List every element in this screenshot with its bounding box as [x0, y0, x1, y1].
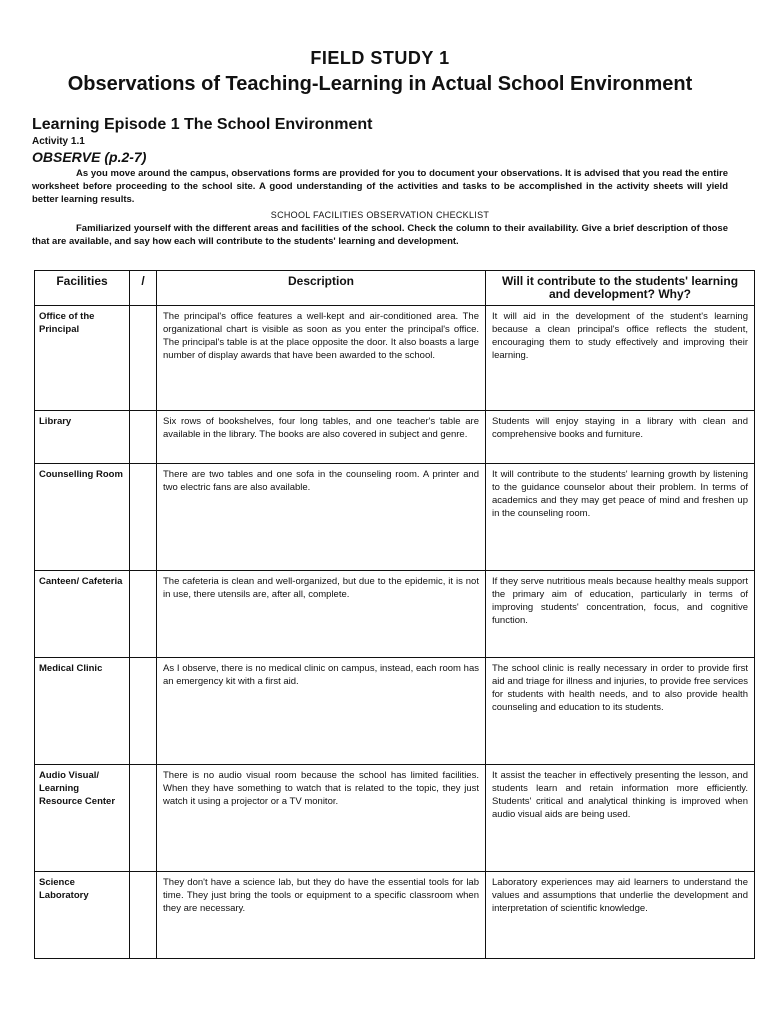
- facility-contribution: It will aid in the development of the student's learning because a clean principal's office reflects the student, encouraging them to study effectively and improving their learning.: [486, 306, 755, 411]
- availability-check-cell[interactable]: [130, 765, 157, 872]
- availability-check-cell[interactable]: [130, 411, 157, 464]
- instructions-paragraph: Familiarized yourself with the different areas and facilities of the school. Check the column to their availability. Give a brief description of those that are available, and say how each will contribute to the students' learning and development.: [32, 223, 728, 247]
- table-row: [35, 571, 755, 658]
- header-check: /: [130, 271, 157, 306]
- availability-check-cell[interactable]: [130, 658, 157, 765]
- facility-description: They don't have a science lab, but they do have the essential tools for lab time. They just bring the tools or equipment to a specific classroom when they are necessary.: [157, 872, 486, 959]
- facilities-table: [34, 270, 755, 959]
- table-row: [35, 765, 755, 872]
- facility-name: Canteen/ Cafeteria: [35, 571, 130, 658]
- facility-description: There are two tables and one sofa in the counseling room. A printer and two electric fans are also available.: [157, 464, 486, 571]
- table-row: [35, 411, 755, 464]
- header-description: Description: [157, 271, 486, 306]
- main-title: Observations of Teaching-Learning in Actual School Environment: [67, 73, 693, 95]
- facility-contribution: Laboratory experiences may aid learners to understand the values and assumptions that underlie the development and interpretation of scientific knowledge.: [486, 872, 755, 959]
- facility-contribution: If they serve nutritious meals because healthy meals support the primary aim of education, particularly in terms of improving students' concentration, focus, and cognitive function.: [486, 571, 755, 658]
- checklist-title: SCHOOL FACILITIES OBSERVATION CHECKLIST: [270, 210, 490, 220]
- activity-label: Activity 1.1: [32, 136, 85, 147]
- facility-description: The principal's office features a well-kept and air-conditioned area. The organizational chart is visible as soon as you enter the principal's office. The principal's table is at the place opposite the door. It also boasts a large number of display awards that have been awarded to the school.: [157, 306, 486, 411]
- episode-title: Learning Episode 1 The School Environment: [32, 116, 373, 133]
- facility-contribution: It will contribute to the students' learning growth by listening to the guidance counselor about their problem. In terms of academics and they may get peace of mind and freshen up in the counseling room.: [486, 464, 755, 571]
- facility-contribution: It assist the teacher in effectively presenting the lesson, and students learn and retain information more efficiently. Students' critical and analytical thinking is improved when audio visual aids are being used.: [486, 765, 755, 872]
- observe-heading: OBSERVE (p.2-7): [32, 149, 147, 165]
- facility-name: Office of the Principal: [35, 306, 130, 411]
- table-row: [35, 872, 755, 959]
- facility-name: Medical Clinic: [35, 658, 130, 765]
- facility-name: Audio Visual/ Learning Resource Center: [35, 765, 130, 872]
- availability-check-cell[interactable]: [130, 306, 157, 411]
- table-row: [35, 658, 755, 765]
- facility-description: The cafeteria is clean and well-organized, but due to the epidemic, it is not in use, there utensils are, after all, complete.: [157, 571, 486, 658]
- facility-description: Six rows of bookshelves, four long tables, and one teacher's table are available in the library. The books are also covered in subject and genre.: [157, 411, 486, 464]
- facility-name: Science Laboratory: [35, 872, 130, 959]
- header-facilities: Facilities: [35, 271, 130, 306]
- facility-contribution: The school clinic is really necessary in order to provide first aid and triage for illness and injuries, to provide free services for students with health needs, and to also provide health counseling and education to its students.: [486, 658, 755, 765]
- table-header-row: [35, 271, 755, 306]
- facility-description: There is no audio visual room because the school has limited facilities. When they have something to watch that is related to the topic, they just watch it using a projector or a TV monitor.: [157, 765, 486, 872]
- facility-name: Library: [35, 411, 130, 464]
- availability-check-cell[interactable]: [130, 464, 157, 571]
- availability-check-cell[interactable]: [130, 872, 157, 959]
- facility-contribution: Students will enjoy staying in a library with clean and comprehensive books and furniture.: [486, 411, 755, 464]
- facility-name: Counselling Room: [35, 464, 130, 571]
- table-row: [35, 306, 755, 411]
- availability-check-cell[interactable]: [130, 571, 157, 658]
- intro-paragraph: As you move around the campus, observations forms are provided for you to document your observations. It is advised that you read the entire worksheet before proceeding to the school site. A good understanding of the activities and tasks to be accomplished in the activity sheets will yield better learning results.: [32, 168, 728, 205]
- header-contribute: Will it contribute to the students' learning and development? Why?: [486, 271, 755, 306]
- field-study-heading: FIELD STUDY 1: [310, 48, 450, 68]
- facility-description: As I observe, there is no medical clinic on campus, instead, each room has an emergency kit with a first aid.: [157, 658, 486, 765]
- table-row: [35, 464, 755, 571]
